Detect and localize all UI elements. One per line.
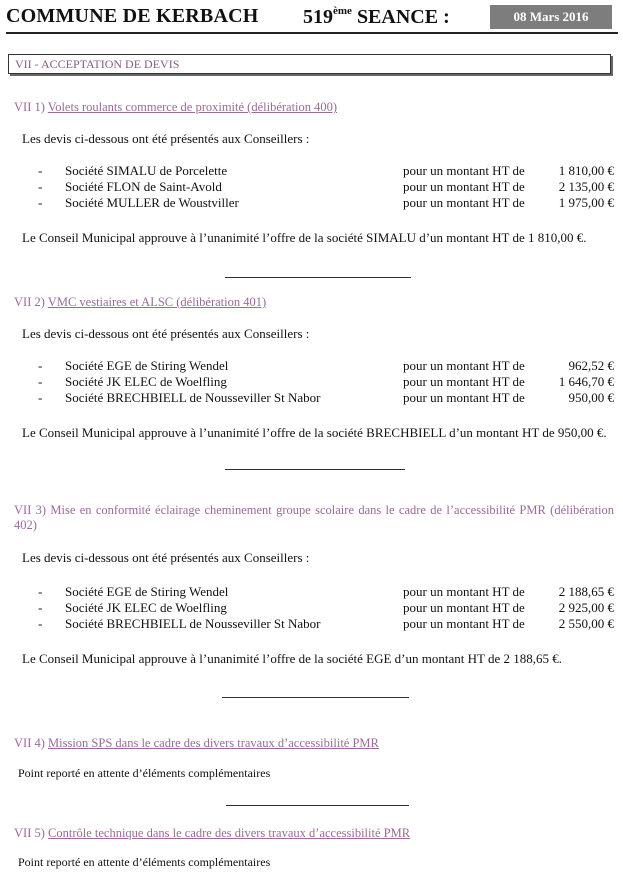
quote-row (38, 374, 614, 390)
quote-label: pour un montant HT de (403, 358, 525, 373)
quote-label: pour un montant HT de (403, 179, 525, 194)
quote-row (38, 358, 614, 374)
quote-company: Société JK ELEC de Woelfling (65, 600, 227, 615)
item-title: Mission SPS dans le cadre des divers travaux d’accessibilité PMR (48, 736, 379, 750)
bullet-dash: - (38, 163, 43, 178)
quote-label: pour un montant HT de (403, 616, 525, 631)
quote-label: pour un montant HT de (403, 163, 525, 178)
separator-rule (222, 697, 409, 698)
item-number: VII 2) (14, 295, 48, 309)
quote-label: pour un montant HT de (403, 584, 525, 599)
item-title: Mise en conformité éclairage cheminement groupe scolaire dans le cadre de l’accessibilité PMR (délibération 402) (14, 503, 615, 532)
quote-company: Société BRECHBIELL de Nousseviller St Nabor (65, 390, 321, 405)
item-4-heading (14, 736, 379, 751)
section-initial: A (41, 57, 50, 71)
item-number: VII 5) (14, 826, 49, 840)
seance-title (303, 5, 450, 29)
quote-amount: 2 550,00 € (558, 616, 614, 631)
item-5-note: Point reporté en attente d’éléments complémentaires (18, 855, 271, 869)
separator-rule (225, 277, 411, 278)
quote-company: Société BRECHBIELL de Nousseviller St Nabor (65, 616, 321, 631)
bullet-dash: - (38, 600, 43, 615)
quote-amount: 2 135,00 € (558, 179, 614, 194)
quote-label: pour un montant HT de (403, 195, 525, 210)
seance-number: 519 (303, 6, 333, 28)
item-3-heading (14, 503, 614, 533)
bullet-dash: - (38, 584, 43, 599)
item-3-quotes (38, 584, 614, 632)
quote-row (38, 179, 614, 195)
quote-amount: 1 975,00 € (558, 195, 614, 210)
item-1-decision: Le Conseil Municipal approuve à l’unanimité l’offre de la société SIMALU d’un montant HT de 1 810,00 €. (22, 230, 587, 245)
item-2-decision: Le Conseil Municipal approuve à l’unanimité l’offre de la société BRECHBIELL d’un montant HT de 950,00 €. (22, 425, 607, 440)
item-title: Contrôle technique dans le cadre des divers travaux d’accessibilité PMR (48, 826, 411, 840)
item-number: VII 1) (14, 100, 48, 114)
item-title: Volets roulants commerce de proximité (délibération 400) (47, 100, 338, 114)
quote-label: pour un montant HT de (403, 390, 525, 405)
section-heading (15, 57, 179, 72)
quote-row (38, 600, 614, 616)
quote-company: Société EGE de Stiring Wendel (65, 358, 229, 373)
section-prefix: VII - (15, 57, 41, 71)
quote-row (38, 390, 614, 406)
quote-company: Société EGE de Stiring Wendel (65, 584, 229, 599)
item-2-heading (14, 295, 266, 310)
quote-label: pour un montant HT de (403, 600, 525, 615)
quote-company: Société SIMALU de Porcelette (65, 163, 228, 178)
item-number: VII 3) (14, 503, 51, 517)
seance-label: SEANCE : (356, 6, 450, 28)
bullet-dash: - (38, 390, 43, 405)
item-1-heading (14, 100, 337, 115)
bullet-dash: - (38, 374, 43, 389)
quote-row (38, 163, 614, 179)
item-1-quotes (38, 163, 614, 211)
quote-row (38, 616, 614, 632)
item-title: VMC vestiaires et ALSC (délibération 401) (47, 295, 267, 309)
section-title-rest: CCEPTATION DE DEVIS (49, 57, 180, 71)
quote-company: Société FLON de Saint-Avold (65, 179, 222, 194)
bullet-dash: - (38, 179, 43, 194)
session-date: 08 Mars 2016 (490, 5, 612, 29)
separator-rule (226, 805, 409, 806)
bullet-dash: - (38, 358, 43, 373)
quote-amount: 2 188,65 € (558, 584, 614, 599)
quote-amount: 1 646,70 € (558, 374, 614, 389)
quote-amount: 1 810,00 € (558, 163, 614, 178)
quote-row (38, 584, 614, 600)
item-3-intro: Les devis ci-dessous ont été présentés aux Conseillers : (22, 550, 310, 565)
commune-title: COMMUNE DE KERBACH (6, 5, 259, 27)
quote-company: Société MULLER de Woustviller (65, 195, 239, 210)
bullet-dash: - (38, 195, 43, 210)
quote-amount: 962,52 € (568, 358, 614, 373)
item-2-quotes (38, 358, 614, 406)
item-3-decision: Le Conseil Municipal approuve à l’unanimité l’offre de la société EGE d’un montant HT de 2 188,65 €. (22, 651, 562, 666)
quote-row (38, 195, 614, 211)
item-4-note: Point reporté en attente d’éléments complémentaires (18, 766, 271, 780)
quote-amount: 2 925,00 € (558, 600, 614, 615)
section-heading-box (8, 54, 611, 74)
quote-label: pour un montant HT de (403, 374, 525, 389)
item-2-intro: Les devis ci-dessous ont été présentés aux Conseillers : (22, 326, 310, 341)
seance-suffix: ème (333, 5, 352, 17)
item-5-heading (14, 826, 410, 841)
quote-company: Société JK ELEC de Woelfling (65, 374, 227, 389)
item-1-intro: Les devis ci-dessous ont été présentés aux Conseillers : (22, 131, 310, 146)
item-number: VII 4) (14, 736, 49, 750)
bullet-dash: - (38, 616, 43, 631)
separator-rule (225, 469, 405, 470)
quote-amount: 950,00 € (568, 390, 614, 405)
